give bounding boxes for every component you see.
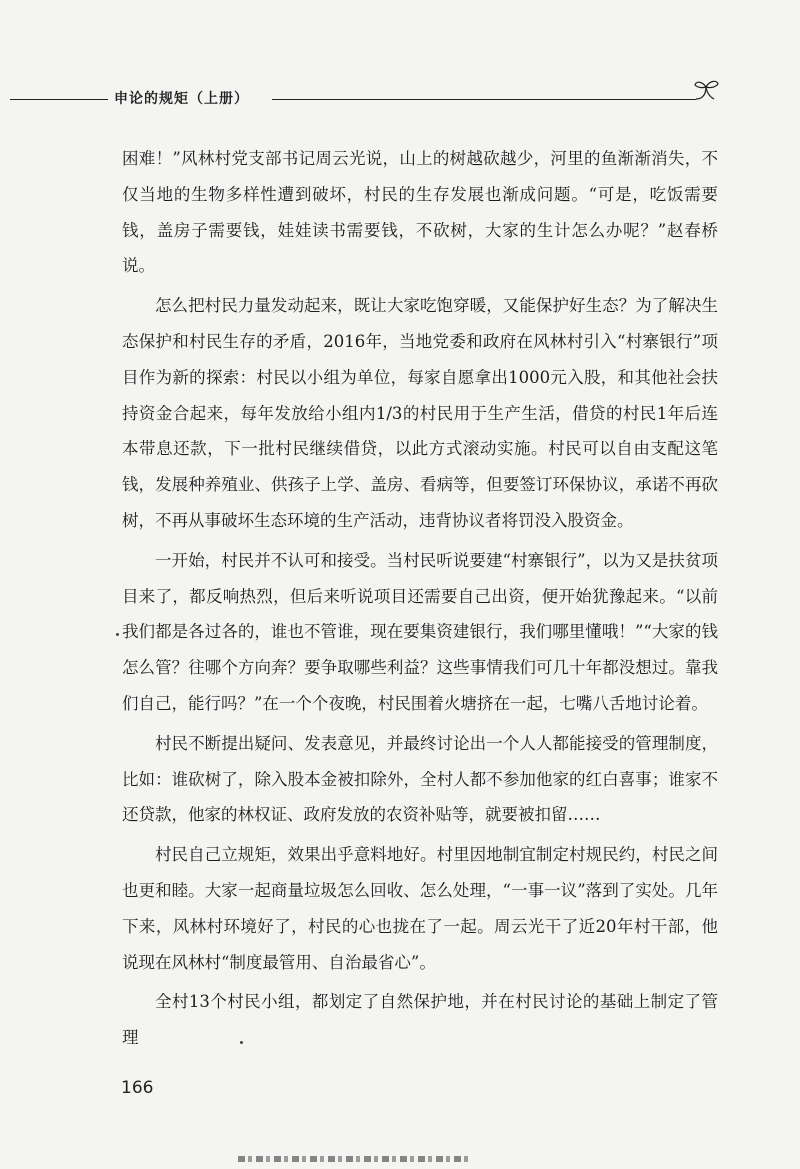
page-number: 166 xyxy=(121,1078,154,1098)
body-text xyxy=(122,141,718,1060)
bottom-edge-artifact xyxy=(238,1152,470,1169)
paragraph: 困难！”风林村党支部书记周云光说，山上的树越砍越少，河里的鱼渐渐消失，不仅当地的生物多样性遭到破坏，村民的生存发展也渐成问题。“可是，吃饭需要钱，盖房子需要钱，娃娃读书需要钱，不砍树，大家的生计怎么办呢？”赵春桥说。 xyxy=(122,149,718,276)
header-rule-left xyxy=(10,99,108,100)
paragraph: 怎么把村民力量发动起来，既让大家吃饱穿暖，又能保护好生态？为了解决生态保护和村民生存的矛盾，2016年，当地党委和政府在风林村引入“村寨银行”项目作为新的探索：村民以小组为单位，每家自愿拿出1000元入股，和其他社会扶持资金合起来，每年发放给小组内1/3的村民用于生产生活，借贷的村民1年后连本带息还款，下一批村民继续借贷，以此方式滚动实施。村民可以自由支配这笔钱，发展种养殖业、供孩子上学、盖房、看病等，但要签订环保协议，承诺不再砍树，不再从事破坏生态环境的生产活动，违背协议者将罚没入股资金。 xyxy=(122,296,718,530)
running-header xyxy=(10,87,716,111)
paragraph: 村民不断提出疑问、发表意见，并最终讨论出一个人人都能接受的管理制度，比如：谁砍树了，除入股本金被扣除外，全村人都不参加他家的红白喜事；谁家不还贷款，他家的林权证、政府发放的农资补贴等，就要被扣留…… xyxy=(122,733,718,825)
book-title: 申论的规矩（上册） xyxy=(114,91,249,107)
scan-speck xyxy=(240,1041,243,1044)
leaf-flourish-icon xyxy=(692,75,720,109)
paragraph: 村民自己立规矩，效果出乎意料地好。村里因地制宜制定村规民约，村民之间也更和睦。大家一起商量垃圾怎么回收、怎么处理，“一事一议”落到了实处。几年下来，风林村环境好了，村民的心也拢在了一起。周云光干了近20年村干部，他说现在风林村“制度最管用、自治最省心”。 xyxy=(122,845,718,972)
paragraph: 全村13个村民小组，都划定了自然保护地，并在村民讨论的基础上制定了管理 xyxy=(122,992,718,1048)
scan-speck xyxy=(116,633,119,636)
header-rule-right xyxy=(272,99,696,100)
paragraph: 一开始，村民并不认可和接受。当村民听说要建“村寨银行”，以为又是扶贫项目来了，都反响热烈，但后来听说项目还需要自己出资，便开始犹豫起来。“以前我们都是各过各的，谁也不管谁，现在要集资建银行，我们哪里懂哦！”“大家的钱怎么管？往哪个方向奔？要争取哪些利益？这些事情我们可几十年都没想过。靠我们自己，能行吗？”在一个个夜晚，村民围着火塘挤在一起，七嘴八舌地讨论着。 xyxy=(122,550,718,713)
